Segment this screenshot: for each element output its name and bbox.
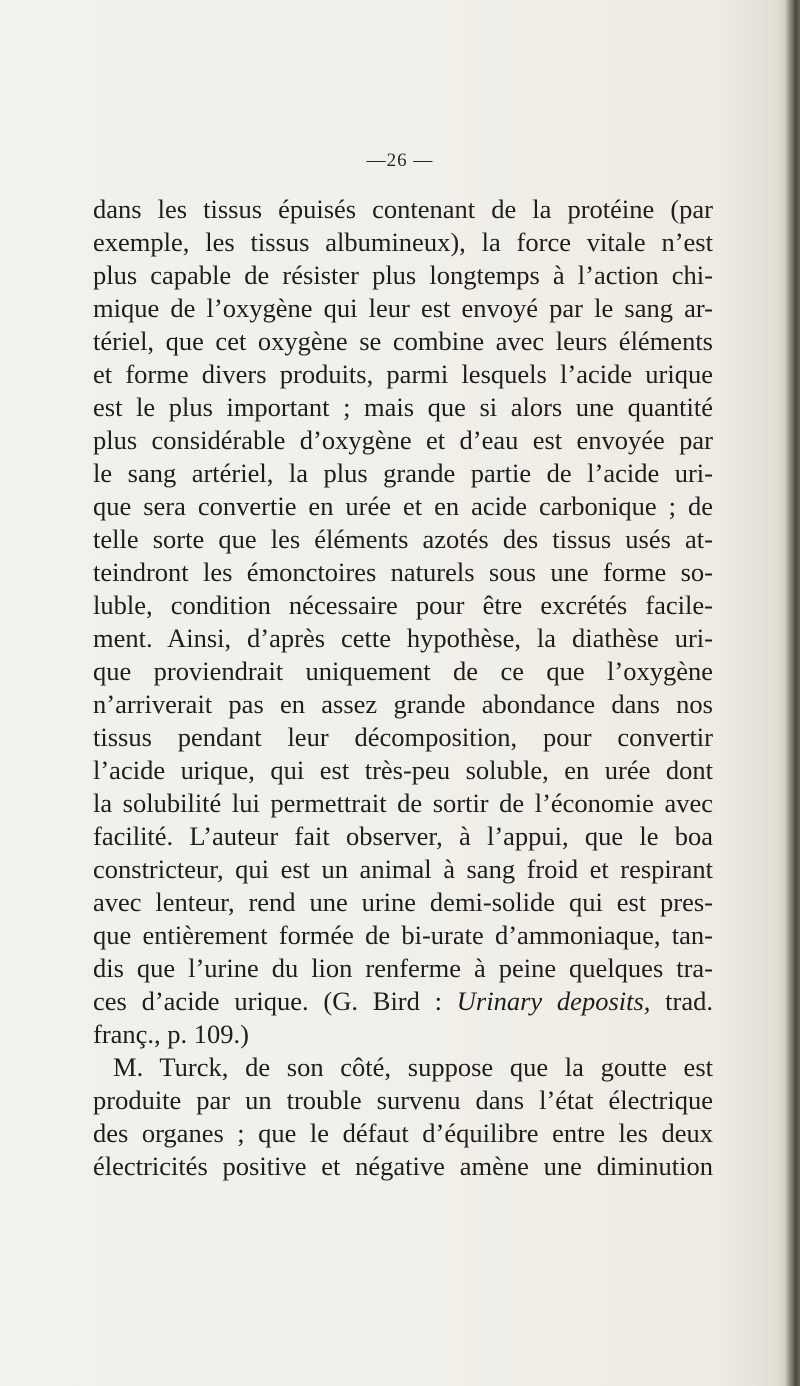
text-line: que sera convertie en urée et en acide carbonique ; de (93, 491, 713, 521)
text-line: et forme divers produits, parmi lesquels l’acide urique (93, 359, 713, 389)
citation-line (93, 985, 713, 1018)
page-number: —26 — (366, 150, 434, 171)
text-line: luble, condition nécessaire pour être excrétés facile- (93, 590, 713, 620)
paragraph-2 (93, 1051, 713, 1183)
text-line: exemple, les tissus albumineux), la force vitale n’est (93, 227, 713, 257)
text-line: tissus pendant leur décomposition, pour convertir (93, 722, 713, 752)
text-line: que entièrement formée de bi-urate d’ammoniaque, tan- (93, 920, 713, 950)
text-line: n’arriverait pas en assez grande abondance dans nos (93, 689, 713, 719)
citation-last-line: franç., p. 109.) (93, 1019, 249, 1049)
text-line: constricteur, qui est un animal à sang froid et respirant (93, 854, 713, 884)
text-line: mique de l’oxygène qui leur est envoyé par le sang ar- (93, 293, 713, 323)
text-line: l’acide urique, qui est très-peu soluble, en urée dont (93, 755, 713, 785)
text-line: la solubilité lui permettrait de sortir de l’économie avec (93, 788, 713, 818)
text-line: tériel, que cet oxygène se combine avec leurs éléments (93, 326, 713, 356)
citation-lead: ces d’acide urique. (G. Bird : (93, 986, 457, 1016)
text-line: est le plus important ; mais que si alors une quantité (93, 392, 713, 422)
body-text (93, 193, 713, 1183)
text-line: facilité. L’auteur fait observer, à l’appui, que le boa (93, 821, 713, 851)
text-line: électricités positive et négative amène une diminution (93, 1151, 713, 1181)
text-line: teindront les émonctoires naturels sous une forme so- (93, 557, 713, 587)
text-line: ment. Ainsi, d’après cette hypothèse, la diathèse uri- (93, 623, 713, 653)
citation-title: Urinary deposits, (456, 986, 651, 1016)
page-edge-shadow (786, 0, 800, 1386)
text-line: des organes ; que le défaut d’équilibre entre les deux (93, 1118, 713, 1148)
text-line: plus capable de résister plus longtemps à l’action chi- (93, 260, 713, 290)
text-line: plus considérable d’oxygène et d’eau est envoyée par (93, 425, 713, 455)
text-line: telle sorte que les éléments azotés des tissus usés at- (93, 524, 713, 554)
text-line: dans les tissus épuisés contenant de la protéine (par (93, 194, 713, 224)
paragraph-1 (93, 193, 713, 1051)
text-line: M. Turck, de son côté, suppose que la goutte est (113, 1052, 713, 1082)
citation-rest: trad. (650, 986, 714, 1016)
text-line: dis que l’urine du lion renferme à peine quelques tra- (93, 953, 713, 983)
text-line: le sang artériel, la plus grande partie de l’acide uri- (93, 458, 713, 488)
text-line: produite par un trouble survenu dans l’état électrique (93, 1085, 713, 1115)
text-line: avec lenteur, rend une urine demi-solide qui est pres- (93, 887, 713, 917)
text-line: que proviendrait uniquement de ce que l’oxygène (93, 656, 713, 686)
